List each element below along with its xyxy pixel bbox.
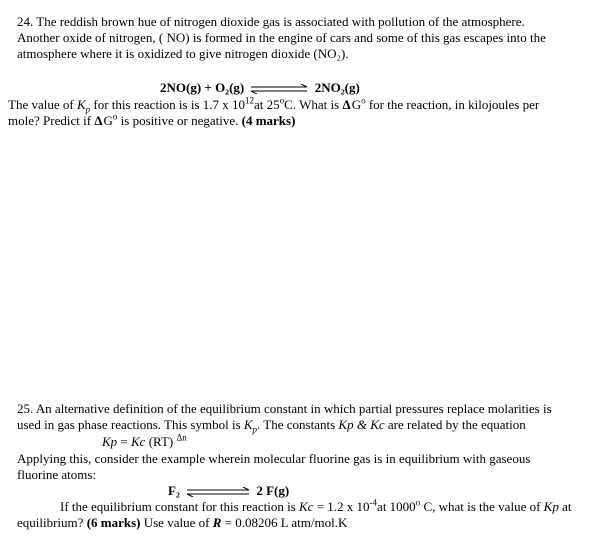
equilibrium-arrow-icon	[185, 487, 251, 497]
q24-line-2: Another oxide of nitrogen, ( NO) is formed in the engine of cars and some of this gas escapes into the	[17, 30, 546, 45]
q25-line-2: used in gas phase reactions. This symbol is $K_p$. The constants Kp & Kc are related by the equation	[17, 417, 526, 435]
q24-line-3: atmosphere where it is oxidized to give nitrogen dioxide (NO₂).	[17, 46, 349, 61]
question-25-apply	[17, 451, 607, 483]
equation-f2-reactant: F₂	[168, 483, 180, 498]
equation-f-product: 2 F(g)	[256, 483, 290, 498]
q25-apply-line-2: fluorine atoms:	[17, 467, 97, 482]
question-25-intro	[17, 401, 607, 433]
equation-products: 2NO₂(g)	[314, 80, 360, 95]
question-24-intro	[17, 14, 607, 62]
q24-prompt-line-2: mole? Predict if Δ $G^o$ is positive or negative. (4 marks)	[8, 111, 296, 128]
reaction-equation-fluorine	[168, 483, 289, 499]
equation-reactants: 2NO(g) + O₂(g)	[160, 80, 245, 95]
q24-prompt-line-1: The value of $K_p$ for this reaction is is 1.7 x $10^{12}at$ 25$^o$C. What is Δ $G^o$ for the reaction, in kilojoules per	[8, 95, 540, 115]
q25-apply-line-1: Applying this, consider the example wherein molecular fluorine gas is in equilibrium with gaseous	[17, 451, 531, 466]
question-25-prompt-line-2: equilibrium? (6 marks) Use value of R = 0.08206 L atm/mol.K	[17, 515, 348, 530]
q24-line-1: 24. The reddish brown hue of nitrogen dioxide gas is associated with pollution of the atmosphere.	[17, 14, 525, 29]
q25-marks: (6 marks)	[86, 515, 141, 530]
kp-kc-relation-equation: Kp = Kc (RT) $^{\Delta n}$	[102, 432, 187, 449]
equilibrium-arrow-icon	[249, 84, 309, 94]
question-24-prompt	[8, 97, 606, 129]
q24-marks: (4 marks)	[241, 113, 296, 128]
question-25-prompt-line-1: If the equilibrium constant for this reaction is Kc = 1.2 x $10^{-4}at$ 1000$^o$ C, what is the value of Kp at	[60, 497, 572, 514]
q25-line-1: 25. An alternative definition of the equilibrium constant in which partial pressures replace molarities is	[17, 401, 552, 416]
reaction-equation-no2	[160, 80, 360, 96]
